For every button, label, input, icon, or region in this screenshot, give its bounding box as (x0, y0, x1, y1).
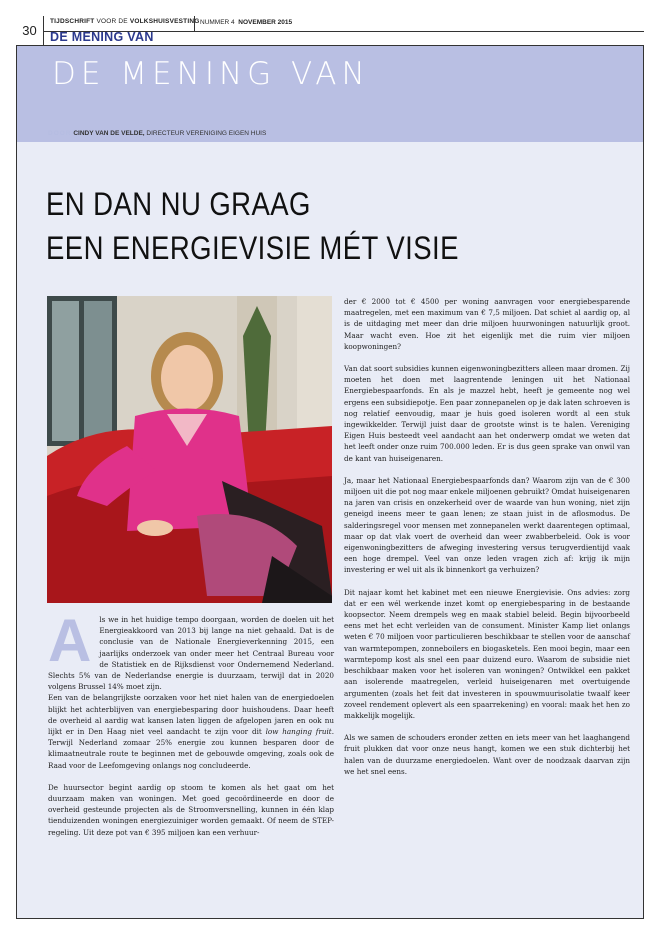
magazine-title: TIJDSCHRIFT VOOR DE VOLKSHUISVESTING (50, 18, 200, 25)
section-label: DE MENING VAN (50, 30, 154, 44)
page-header (16, 16, 644, 46)
headline-line-2: EEN ENERGIEVISIE MÉT VISIE (46, 230, 459, 266)
section-banner (17, 46, 643, 142)
byline-author: CINDY VAN DE VELDE, (73, 130, 145, 137)
paragraph: der € 2000 tot € 4500 per woning aanvragen voor energiebesparende maatregelen, met een maximum van € 7,5 miljoen. Dat schiet al aardig op, al is de uitdaging met meer dan drie miljoen huurwoningen natuurlijk groot. Maar wacht even. Hoe zit het eigenlijk met die ruim vier miljoen koopwoningen? (344, 297, 630, 351)
issue-info: NUMMER 4 NOVEMBER 2015 (194, 16, 292, 31)
byline (48, 130, 266, 137)
article-headline (46, 182, 528, 270)
paragraph: Dit najaar komt het kabinet met een nieuwe Energievisie. Ons advies: zorg dat er een wél werkende inzet komt op energiebesparing in de bestaande koopsector. Neem drempels weg en maak stabiel beleid. Begin bijvoorbeeld eens met het echt verleiden van de consument. Minister Kamp liet onlangs weten € 70 miljoen voor particulieren beschikbaar te stellen voor de aanschaf van warmtepompen, zonneboilers en biogasketels. Een mooi begin, maar een warmtepomp kost als snel een paar duizend euro. Waarom de subsidie niet beschikbaar maken voor het isoleren van woningen? Ontwikkel een pakket aan isolerende maatregelen, verleid huiseigenaren met overtuigende argumenten (zoals het feit dat investeren in spouwmuurisolatie twaalf keer zoveel rendement oplevert als een spaarrekening) en vooral: maak het hen zo makkelijk mogelijk. (344, 587, 630, 720)
banner-title: DE MENING VAN (52, 56, 370, 92)
headline-line-1: EN DAN NU GRAAG (46, 186, 311, 222)
paragraph: Als we samen de schouders eronder zetten en iets meer van het laaghangend fruit plukken dat voor onze neus hangt, komen we een stuk dichterbij het halen van de duurzame energiedoelen. Want over de noodzaak daarvan zijn we het snel eens. (344, 733, 630, 776)
paragraph: Van dat soort subsidies kunnen eigenwoningbezitters alleen maar dromen. Zij moeten het doen met laagrentende leningen uit het Nationaal Energiebespaarfonds. En als je mazzel hebt, heeft je gemeente nog wel ergens een subsidiepotje. Een paar zonnepanelen op je dak laten schroeven is nog relatief eenvoudig, maar je huis goed isoleren wordt al een stuk ingewikkelder. Terwijl juist daar de grootste winst is te halen. Vereniging Eigen Huis besteedt veel aandacht aan het onderwerp omdat we weten dat het leeft onder onze ruim 700.000 leden. Er is dus geen sprake van onwil van de kant van huiseigenaren. (344, 364, 630, 463)
article-column-left (48, 607, 334, 849)
paragraph: A ls we in het huidige tempo doorgaan, worden de doelen uit het Energieakkoord van 2013 bij lange na niet gehaald. Dat is de conclusie van de Nationale Energieverkenning 2015, een jaarlijks onderzoek van onder meer het Centraal Bureau voor de Statistiek en de Rijksdienst voor Ondernemend Nederland. Slechts 5% van de Nederlandse energie is duurzaam, terwijl dat in 2020 volgens Brussel 14% moet zijn. (48, 607, 334, 692)
byline-door: DOOR (48, 130, 72, 137)
article-column-right (344, 296, 630, 788)
drop-cap: A (48, 607, 92, 674)
byline-role: DIRECTEUR VERENIGING EIGEN HUIS (146, 130, 267, 137)
paragraph: Een van de belangrijkste oorzaken voor het niet halen van de energiedoelen blijkt het achterblijven van energiebesparing door huishoudens. Daar heeft de overheid al aardig wat kansen laten liggen de afgelopen jaren en ook nu lijkt er in Den Haag niet veel aandacht te zijn voor dit low hanging fruit. Terwijl Nederland zomaar 25% energie zou kunnen besparen door de klimaatneutrale route te beginnen met de gebouwde omgeving, zoals ook de Raad voor de Leefomgeving onlangs nog concludeerde. (48, 693, 334, 770)
paragraph: De huursector begint aardig op stoom te komen als het gaat om het duurzaam maken van woningen. Met goed gecoördineerde en door de overheid gesteunde projecten als de Stroomversnelling, kunnen in één klap tienduizenden woningen energiezuiniger worden gemaakt. Of neem de STEP-regeling. Uit deze pot van € 395 miljoen kan een verhuur- (48, 782, 334, 837)
author-photo-illustration (47, 296, 332, 603)
author-photo (47, 296, 332, 603)
page-number: 30 (16, 16, 44, 45)
paragraph: Ja, maar het Nationaal Energiebespaarfonds dan? Waarom zijn van de € 300 miljoen uit die pot nog maar enkele miljoenen gebruikt? Omdat huiseigenaren na jaren van crisis en onzekerheid over de waarde van hun woning, niet zijn geneigd ineens meer te gaan lenen; ze staan juist in de aflosmodus. De salderingsregel voor mensen met zonnepanelen werkt daarentegen optimaal, maar op dat vlak voert de overheid dan weer zwabberbeleid. Ook is voor eigenwoningbezitters de afweging investering versus terugverdientijd vaak een hoge drempel. Veel van onze leden vragen zich af: krijg ik mijn investering er wel uit als ik binnenkort ga verhuizen? (344, 475, 630, 575)
